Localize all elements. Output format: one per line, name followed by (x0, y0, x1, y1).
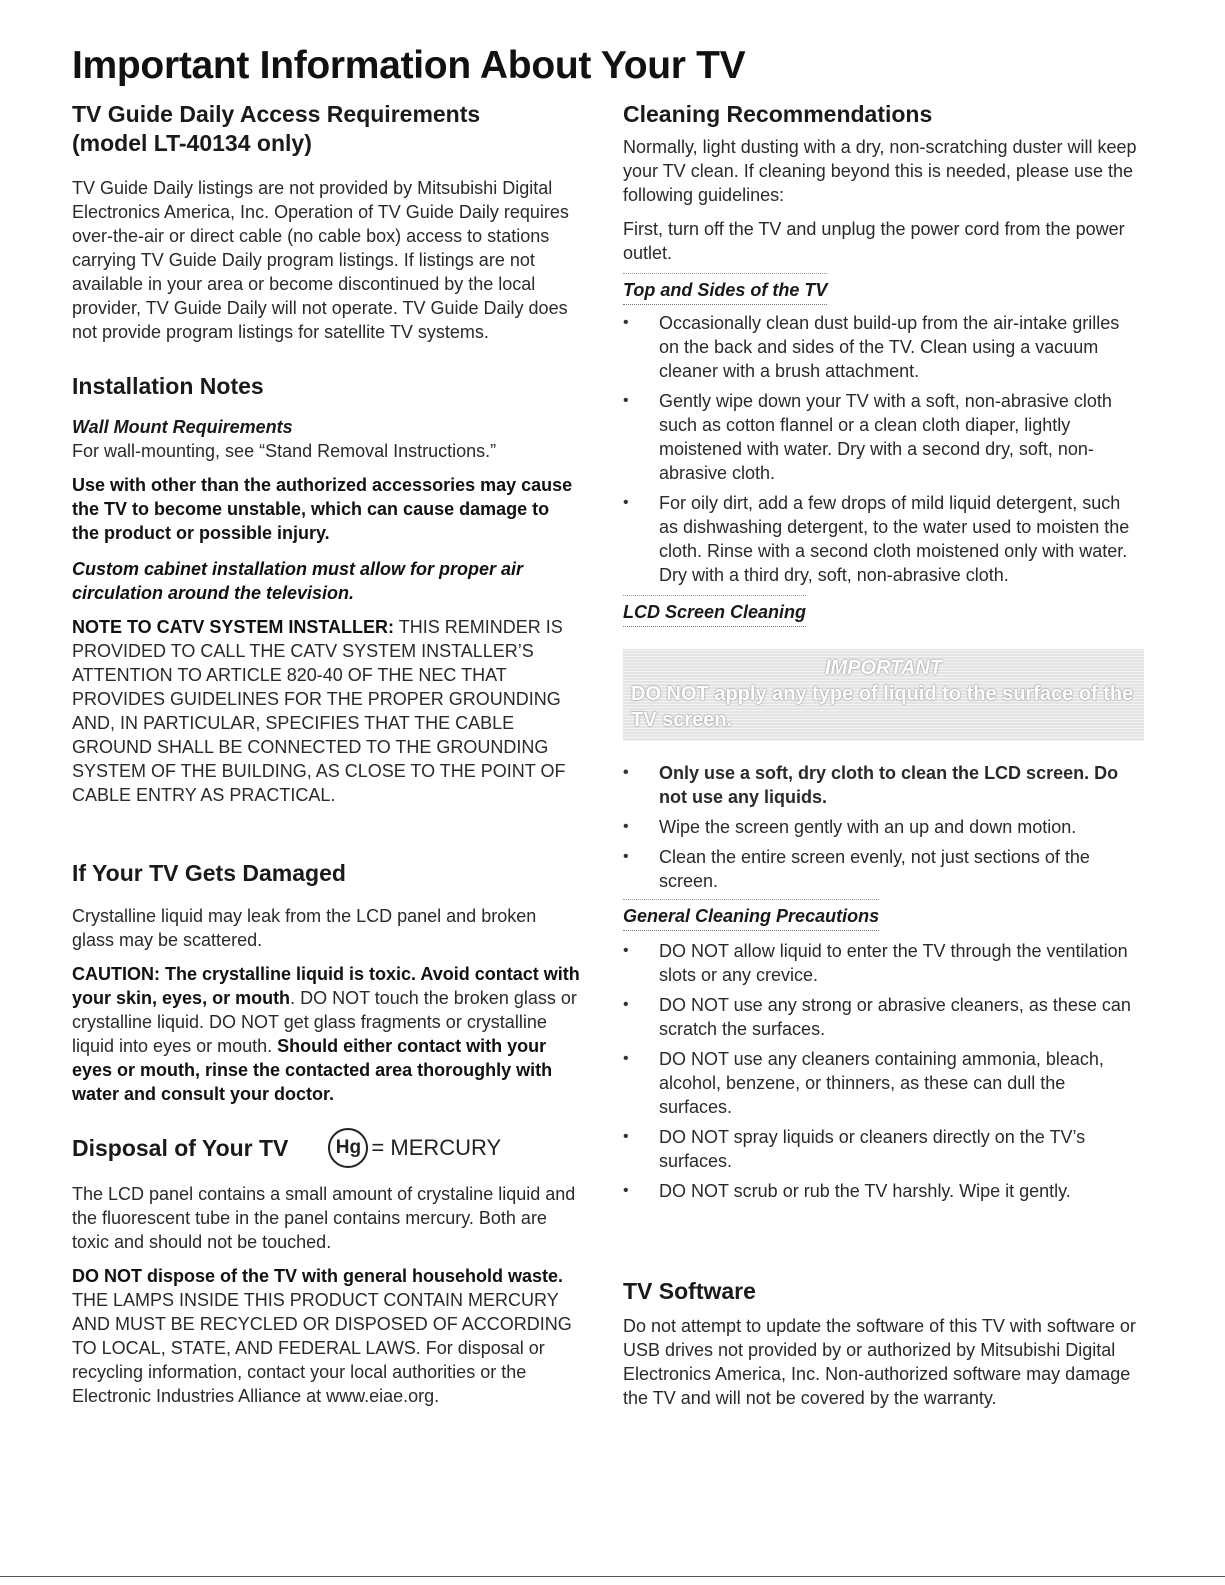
list-item: • DO NOT use any strong or abrasive cleaners, as these can scratch the surfaces. (623, 993, 1138, 1041)
left-column (72, 100, 580, 1408)
mercury-hg-icon: Hg (328, 1128, 368, 1168)
list-item: • DO NOT use any cleaners containing ammonia, bleach, alcohol, benzene, or thinners, as these can dull the surfaces. (623, 1047, 1138, 1119)
tv-guide-section (72, 100, 580, 344)
tv-guide-heading-line1: TV Guide Daily Access Requirements (72, 101, 481, 127)
page-title: Important Information About Your TV (72, 44, 746, 87)
disposal-body: The LCD panel contains a small amount of crystaline liquid and the fluorescent tube in the panel contains mercury. Both are toxic and should not be touched. (72, 1184, 576, 1252)
general-precautions-subheading-text: General Cleaning Precautions (623, 904, 879, 931)
lcd-cleaning-list (623, 761, 1138, 893)
list-item: • For oily dirt, add a few drops of mild liquid detergent, such as dishwashing detergent, to the water used to moisten the cloth. Rinse with a second cloth moistened only with water. Dry with a third dry, soft, non-abrasive cloth. (623, 491, 1138, 587)
important-body: DO NOT apply any type of liquid to the surface of the TV screen. (631, 683, 1134, 731)
lcd-cleaning-subheading-text: LCD Screen Cleaning (623, 600, 806, 627)
list-item: • Wipe the screen gently with an up and down motion. (623, 815, 1138, 839)
disposal-warning (72, 1264, 580, 1408)
wall-mount-body: For wall-mounting, see “Stand Removal Instructions.” (72, 441, 497, 461)
list-item: • DO NOT allow liquid to enter the TV through the ventilation slots or any crevice. (623, 939, 1138, 987)
list-item: • Only use a soft, dry cloth to clean the LCD screen. Do not use any liquids. (623, 761, 1138, 809)
catv-body: THIS REMINDER IS PROVIDED TO CALL THE CATV SYSTEM INSTALLER’S ATTENTION TO ARTICLE 820-40 OF THE NEC THAT PROVIDES GUIDELINES FOR THE PROPER GROUNDING AND, IN PARTICULAR, SPECIFIES THAT THE CABLE GROUND SHALL BE CONNECTED TO THE GROUNDING SYSTEM OF THE BUILDING, AS CLOSE TO THE POINT OF CABLE ENTRY AS PRACTICAL. (72, 617, 566, 805)
disposal-rest: THE LAMPS INSIDE THIS PRODUCT CONTAIN MERCURY AND MUST BE RECYCLED OR DISPOSED OF ACCORDING TO LOCAL, STATE, AND FEDERAL LAWS. For disposal or recycling information, contact your local authorities or the Electronic Industries Alliance at www.eiae.org. (72, 1290, 572, 1406)
general-precautions-list (623, 939, 1138, 1203)
page-bottom-rule (0, 1576, 1225, 1577)
catv-note (72, 615, 580, 807)
general-precautions-subsection (623, 899, 1138, 1203)
damaged-body: Crystalline liquid may leak from the LCD panel and broken glass may be scattered. (72, 906, 537, 950)
disposal-heading-row (72, 1128, 580, 1168)
tv-guide-heading (72, 100, 580, 158)
cabinet-note: Custom cabinet installation must allow for proper air circulation around the television. (72, 559, 524, 603)
disposal-bold: DO NOT dispose of the TV with general household waste. (72, 1266, 564, 1286)
damaged-section (72, 859, 580, 1106)
cleaning-first: First, turn off the TV and unplug the power cord from the power outlet. (623, 219, 1125, 263)
cleaning-intro: Normally, light dusting with a dry, non-scratching duster will keep your TV clean. If cleaning beyond this is needed, please use the following guidelines: (623, 137, 1137, 205)
tv-guide-body: TV Guide Daily listings are not provided by Mitsubishi Digital Electronics America, Inc. Operation of TV Guide Daily requires over-the-air or direct cable (no cable box) access to stations carrying TV Guide Daily program listings. If listings are not available in your area or become discontinued by the local provider, TV Guide Daily will not operate. TV Guide Daily does not provide program listings for satellite TV systems. (72, 178, 569, 342)
list-item: • DO NOT scrub or rub the TV harshly. Wipe it gently. (623, 1179, 1138, 1203)
cleaning-section (623, 100, 1138, 1203)
caution-paragraph (72, 962, 580, 1106)
top-sides-subheading (623, 273, 827, 305)
cleaning-heading: Cleaning Recommendations (623, 101, 933, 127)
tv-guide-heading-line2: (model LT-40134 only) (72, 130, 312, 156)
software-body: Do not attempt to update the software of this TV with software or USB drives not provided by or authorized by Mitsubishi Digital Electronics America, Inc. Non-authorized software may damage the TV and will not be covered by the warranty. (623, 1316, 1136, 1408)
mercury-label: = MERCURY (371, 1135, 502, 1160)
top-sides-list (623, 311, 1138, 587)
disposal-heading: Disposal of Your TV (72, 1134, 289, 1161)
important-callout (623, 649, 1144, 741)
list-item: • Clean the entire screen evenly, not just sections of the screen. (623, 845, 1138, 893)
list-item: • Gently wipe down your TV with a soft, non-abrasive cloth such as cotton flannel or a clean cloth diaper, lightly moistened with water. Dry with a second dry, soft, non-abrasive cloth. (623, 389, 1138, 485)
installation-heading: Installation Notes (72, 373, 264, 399)
lcd-cleaning-subsection (623, 595, 1138, 893)
top-sides-subheading-text: Top and Sides of the TV (623, 278, 827, 305)
important-title: IMPORTANT (824, 657, 943, 679)
caution-bold-2: Should either contact with your eyes or mouth, rinse the contacted area thoroughly with water and consult your doctor. (72, 1036, 553, 1104)
wall-mount-subheading: Wall Mount Requirements (72, 417, 293, 437)
installation-section (72, 372, 580, 807)
caution-rest: . DO NOT touch the broken glass or crystalline liquid. DO NOT get glass fragments or crystalline liquid into eyes or mouth. (72, 988, 577, 1056)
right-column (623, 100, 1138, 1410)
top-sides-subsection (623, 273, 1138, 587)
software-heading: TV Software (623, 1278, 756, 1304)
disposal-section (72, 1128, 580, 1408)
catv-label: NOTE TO CATV SYSTEM INSTALLER: (72, 617, 395, 637)
general-precautions-subheading (623, 899, 879, 931)
list-item: • Occasionally clean dust build-up from the air-intake grilles on the back and sides of the TV. Clean using a vacuum cleaner with a brush attachment. (623, 311, 1138, 383)
accessories-warning: Use with other than the authorized accessories may cause the TV to become unstable, which can cause damage to the product or possible injury. (72, 475, 573, 543)
damaged-heading: If Your TV Gets Damaged (72, 860, 346, 886)
software-section (623, 1277, 1138, 1410)
lcd-cleaning-subheading (623, 595, 806, 627)
caution-bold: CAUTION: The crystalline liquid is toxic. Avoid contact with your skin, eyes, or mouth (72, 964, 580, 1008)
list-item: • DO NOT spray liquids or cleaners directly on the TV’s surfaces. (623, 1125, 1138, 1173)
